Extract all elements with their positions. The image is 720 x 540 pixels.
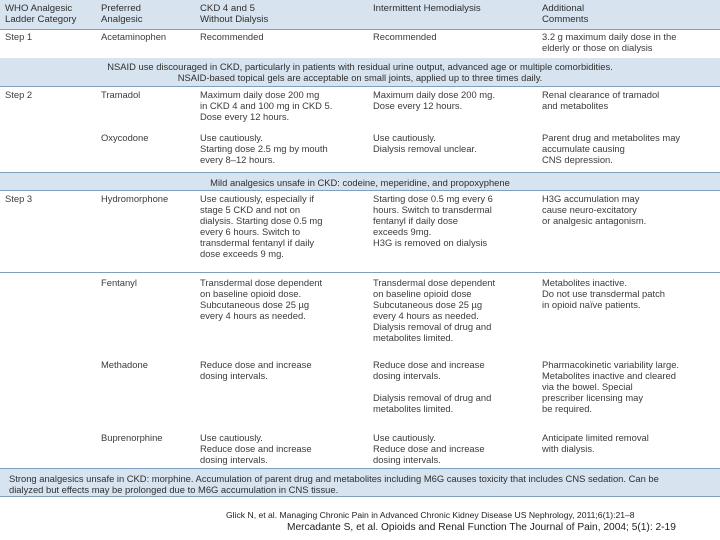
- hydromorphone-ckd: Use cautiously, especially if stage 5 CKD and not on dialysis. Starting dose 0.5 mg every 6 hours. Switch to transdermal fentanyl if daily dose exceeds 9 mg.: [200, 193, 323, 259]
- tramadol-drug: Tramadol: [101, 89, 141, 100]
- hydromorphone-hd: Starting dose 0.5 mg every 6 hours. Switch to transdermal fentanyl if daily dose exceeds 9mg. H3G is removed on dialysis: [373, 193, 493, 248]
- strong-analgesics-band-text: Strong analgesics unsafe in CKD: morphine. Accumulation of parent drug and metabolites including M6G causes toxicity that includes CNS sedation. Can be dialyzed but effects may be prolonged due to M6G accumulation in CNS tissue.: [9, 473, 659, 495]
- step2-category: Step 2: [5, 89, 33, 100]
- buprenorphine-hd: Use cautiously. Reduce dose and increase dosing intervals.: [373, 432, 485, 465]
- divider: [0, 86, 720, 87]
- fentanyl-ckd: Transdermal dose dependent on baseline opioid dose. Subcutaneous dose 25 µg every 4 hours as needed.: [200, 277, 323, 321]
- step1-hd: Recommended: [373, 31, 437, 42]
- step3-category: Step 3: [5, 193, 33, 204]
- citation-mercadante: Mercadante S, et al. Opioids and Renal Function The Journal of Pain, 2004; 5(1): 2-19: [287, 522, 676, 533]
- step1-comments: 3.2 g maximum daily dose in the elderly or those on dialysis: [542, 31, 677, 53]
- header-hemodialysis: Intermittent Hemodialysis: [373, 3, 481, 14]
- header-ckd-no-dialysis: CKD 4 and 5 Without Dialysis: [200, 3, 269, 25]
- fentanyl-hd: Transdermal dose dependent on baseline opioid dose Subcutaneous dose 25 µg every 4 hours as needed. Dialysis removal of drug and metabolites limited.: [373, 277, 496, 343]
- tramadol-comments: Renal clearance of tramadol and metabolites: [542, 89, 660, 111]
- divider: [0, 29, 720, 30]
- buprenorphine-comments: Anticipate limited removal with dialysis.: [542, 432, 649, 454]
- step1-category: Step 1: [5, 31, 33, 42]
- citation-glick: Glick N, et al. Managing Chronic Pain in Advanced Chronic Kidney Disease US Nephrology, 2011;6(1):21–8: [226, 510, 635, 520]
- divider: [0, 190, 720, 191]
- nsaid-band-text: NSAID use discouraged in CKD, particularly in patients with residual urine output, advanced age or multiple comorbidities. NSAID-based topical gels are acceptable on small joints, applied up to three times daily.: [107, 61, 613, 83]
- methadone-ckd: Reduce dose and increase dosing intervals.: [200, 359, 312, 381]
- fentanyl-drug: Fentanyl: [101, 277, 137, 288]
- tramadol-ckd: Maximum daily dose 200 mg in CKD 4 and 100 mg in CKD 5. Dose every 12 hours.: [200, 89, 333, 122]
- methadone-hd: Reduce dose and increase dosing intervals. Dialysis removal of drug and metabolites limited.: [373, 359, 492, 414]
- methadone-comments: Pharmacokinetic variability large. Metabolites inactive and cleared via the bowel. Special prescriber licensing may be required.: [542, 359, 680, 414]
- divider: [0, 496, 720, 497]
- oxycodone-ckd: Use cautiously. Starting dose 2.5 mg by mouth every 8–12 hours.: [200, 132, 328, 165]
- hydromorphone-comments: H3G accumulation may cause neuro-excitatory or analgesic antagonism.: [542, 193, 647, 226]
- tramadol-hd: Maximum daily dose 200 mg. Dose every 12 hours.: [373, 89, 495, 111]
- fentanyl-comments: Metabolites inactive. Do not use transdermal patch in opioid naïve patients.: [542, 277, 665, 310]
- header-comments: Additional Comments: [542, 3, 589, 25]
- step1-ckd: Recommended: [200, 31, 264, 42]
- oxycodone-drug: Oxycodone: [101, 132, 149, 143]
- oxycodone-hd: Use cautiously. Dialysis removal unclear.: [373, 132, 477, 154]
- header-preferred-analgesic: Preferred Analgesic: [101, 3, 143, 25]
- methadone-drug: Methadone: [101, 359, 148, 370]
- divider: [0, 272, 720, 273]
- buprenorphine-drug: Buprenorphine: [101, 432, 163, 443]
- header-who-category: WHO Analgesic Ladder Category: [5, 3, 77, 25]
- mild-analgesics-band-text: Mild analgesics unsafe in CKD: codeine, meperidine, and propoxyphene: [210, 177, 510, 188]
- step1-drug: Acetaminophen: [101, 31, 167, 42]
- oxycodone-comments: Parent drug and metabolites may accumulate causing CNS depression.: [542, 132, 681, 165]
- hydromorphone-drug: Hydromorphone: [101, 193, 169, 204]
- buprenorphine-ckd: Use cautiously. Reduce dose and increase dosing intervals.: [200, 432, 312, 465]
